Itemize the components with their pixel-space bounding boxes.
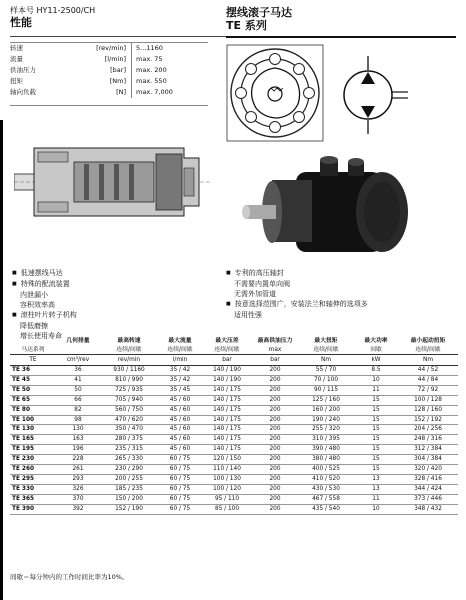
spec-row: 转速 [rev/min] 5...1160 [10, 43, 208, 54]
table-cell: 228 [72, 456, 84, 463]
model-cell: TE 65 [12, 396, 30, 403]
product-title: 摆线滚子马达 [226, 6, 292, 19]
table-cell: 235 / 315 [115, 446, 143, 453]
table-cell: 200 [269, 475, 281, 482]
table-cell: 200 [269, 396, 281, 403]
table-cell: 152 / 192 [414, 416, 442, 423]
model-cell: TE 195 [12, 446, 35, 453]
spec-table [10, 43, 208, 98]
feature-sub: 不需要内置单向阀 [234, 280, 290, 288]
motor-photo [236, 150, 412, 260]
table-cell: 380 / 480 [312, 456, 340, 463]
table-cell: 430 / 530 [312, 485, 340, 492]
table-cell: 140 / 190 [213, 376, 241, 383]
table-cell: 45 / 60 [169, 426, 191, 433]
header-left [10, 6, 95, 29]
table-cell: 560 / 750 [115, 406, 143, 413]
footnote: 间歇＝每分钟内的工作时间比率为10%。 [10, 573, 129, 581]
table-row [10, 504, 458, 514]
table-cell: 160 / 200 [312, 406, 340, 413]
table-cell: 35 / 42 [169, 367, 191, 373]
table-cell: 261 [72, 466, 84, 473]
table-row [10, 465, 458, 475]
table-cell: 10 [372, 376, 380, 383]
table-cell: 312 / 384 [414, 446, 442, 453]
table-row [10, 484, 458, 494]
table-cell: 60 / 75 [169, 505, 191, 512]
table-cell: 163 [72, 436, 84, 443]
table-cell: 725 / 935 [115, 386, 143, 393]
table-cell: 140 / 175 [213, 426, 241, 433]
table-cell: 230 / 290 [115, 466, 143, 473]
table-cell: 140 / 175 [213, 396, 241, 403]
table-units-row: TE cm³/rev rev/min l/min bar bar Nm kW Nm [10, 355, 458, 366]
table-row [10, 435, 458, 445]
table-cell: 930 / 1160 [113, 367, 145, 373]
performance-table [10, 337, 458, 515]
table-cell: 82 [74, 406, 82, 413]
table-cell: 255 / 320 [312, 426, 340, 433]
table-cell: 410 / 520 [312, 475, 340, 482]
model-cell: TE 100 [12, 416, 35, 423]
table-cell: 200 [269, 386, 281, 393]
table-row [10, 455, 458, 465]
table-cell: 310 / 395 [312, 436, 340, 443]
table-cell: 190 / 240 [312, 416, 340, 423]
table-cell: 95 / 110 [214, 495, 240, 502]
table-cell: 100 / 130 [213, 475, 241, 482]
table-subheader-row: 马达系列 连续/间歇 连续/间歇 连续/间歇 max 连续/间歇 间歇 连续/间歇 [10, 345, 458, 355]
table-cell: 467 / 558 [312, 495, 340, 502]
table-cell: 200 [269, 456, 281, 463]
table-cell: 200 [269, 426, 281, 433]
table-cell: 326 [72, 485, 84, 492]
table-cell: 304 / 384 [414, 456, 442, 463]
table-cell: 470 / 620 [115, 416, 143, 423]
table-cell: 15 [372, 466, 380, 473]
model-cell: TE 165 [12, 436, 35, 443]
column-header: 最小起动扭矩 [410, 338, 446, 344]
table-cell: 85 / 100 [214, 505, 240, 512]
feature-bullet: ■ 滚柱叶片转子机构 [12, 310, 212, 321]
spec-row: 流量 [l/min] max. 75 [10, 54, 208, 65]
model-cell: TE 50 [12, 386, 30, 393]
table-cell: 320 / 420 [414, 466, 442, 473]
table-cell: 45 / 60 [169, 406, 191, 413]
table-cell: 200 / 255 [115, 475, 143, 482]
table-cell: 70 / 100 [313, 376, 339, 383]
rotor-diagram [226, 44, 324, 142]
table-cell: 60 / 75 [169, 466, 191, 473]
table-cell: 66 [74, 396, 82, 403]
table-cell: 344 / 424 [414, 485, 442, 492]
feature-bullet: ■ 低速摆线马达 [12, 268, 212, 279]
model-cell: TE 80 [12, 406, 30, 413]
table-row [10, 385, 458, 395]
table-cell: 705 / 940 [115, 396, 143, 403]
table-cell: 350 / 470 [115, 426, 143, 433]
model-cell: TE 260 [12, 466, 35, 473]
table-cell: 392 [72, 505, 84, 512]
table-cell: 185 / 235 [115, 485, 143, 492]
table-cell: 44 / 84 [417, 376, 439, 383]
feature-bullet: ■ 按意选择范围广，安装法兰和轴伸的选项多 [226, 299, 458, 310]
header-right [226, 6, 292, 32]
column-header: 最高供油压力 [257, 338, 293, 344]
table-cell: 140 / 175 [213, 416, 241, 423]
feature-sub: 内泄漏小 [20, 291, 48, 299]
model-cell: TE 45 [12, 376, 30, 383]
section-title: 性能 [10, 16, 32, 29]
table-cell: 125 / 160 [312, 396, 340, 403]
table-cell: 15 [372, 426, 380, 433]
table-cell: 15 [372, 416, 380, 423]
doc-number: 样本号 HY11-2500/CH [10, 6, 96, 15]
table-cell: 11 [372, 495, 380, 502]
table-cell: 810 / 990 [115, 376, 143, 383]
table-cell: 60 / 75 [169, 475, 191, 482]
table-cell: 200 [269, 505, 281, 512]
table-cell: 10 [372, 505, 380, 512]
table-cell: 110 / 140 [213, 466, 241, 473]
table-cell: 98 [74, 416, 82, 423]
table-cell: 45 / 60 [169, 436, 191, 443]
table-cell: 100 / 120 [213, 485, 241, 492]
column-header: 最大扭矩 [314, 338, 338, 344]
model-cell: TE 330 [12, 485, 35, 492]
table-cell: 140 / 190 [213, 367, 241, 373]
feature-bullet: ■ 特殊的配流装置 [12, 279, 212, 290]
table-cell: 152 / 190 [115, 505, 143, 512]
table-cell: 150 / 200 [115, 495, 143, 502]
table-cell: 200 [269, 485, 281, 492]
table-cell: 373 / 446 [414, 495, 442, 502]
series-title: TE 系列 [226, 19, 267, 32]
table-row [10, 375, 458, 385]
table-header-row [10, 337, 458, 345]
table-cell: 120 / 150 [213, 456, 241, 463]
table-cell: 204 / 256 [414, 426, 442, 433]
table-row [10, 494, 458, 504]
column-header: 最大压差 [215, 338, 239, 344]
table-cell: 50 [74, 386, 82, 393]
table-cell: 35 / 42 [169, 376, 191, 383]
hydraulic-motor-symbol-icon [342, 56, 412, 134]
table-cell: 400 / 525 [312, 466, 340, 473]
column-header: 最大流量 [168, 338, 192, 344]
table-cell: 100 / 128 [414, 396, 442, 403]
table-row [10, 395, 458, 405]
feature-sub: 增长使用寿命 [20, 332, 62, 340]
table-cell: 130 [72, 426, 84, 433]
table-cell: 293 [72, 475, 84, 482]
table-cell: 390 / 480 [312, 446, 340, 453]
feature-sub: 降低磨擦 [20, 322, 48, 330]
model-cell: TE 230 [12, 456, 35, 463]
model-cell: TE 130 [12, 426, 35, 433]
table-cell: 200 [269, 367, 281, 373]
model-cell: TE 365 [12, 495, 35, 502]
table-cell: 72 / 92 [417, 386, 439, 393]
feature-bullet: ■ 专利的高压轴封 [226, 268, 458, 279]
table-cell: 280 / 375 [115, 436, 143, 443]
table-cell: 60 / 75 [169, 495, 191, 502]
model-cell: TE 390 [12, 505, 35, 512]
table-cell: 45 / 60 [169, 396, 191, 403]
table-cell: 8.5 [371, 367, 381, 373]
table-row [10, 425, 458, 435]
spec-row: 供油压力 [bar] max. 200 [10, 65, 208, 76]
table-cell: 44 / 52 [417, 367, 439, 373]
table-cell: 370 [72, 495, 84, 502]
page-edge-bar [0, 120, 3, 600]
column-header: 几何排量 [66, 338, 90, 344]
header-rule-bold [226, 36, 456, 38]
table-cell: 140 / 175 [213, 386, 241, 393]
table-cell: 328 / 416 [414, 475, 442, 482]
table-row [10, 474, 458, 484]
table-cell: 200 [269, 416, 281, 423]
table-cell: 11 [372, 386, 380, 393]
table-cell: 140 / 175 [213, 406, 241, 413]
table-cell: 200 [269, 446, 281, 453]
column-header: 最大功率 [364, 338, 388, 344]
spec-row: 轴向负载 [N] max. 7,000 [10, 87, 208, 98]
table-cell: 90 / 115 [313, 386, 339, 393]
table-cell: 265 / 330 [115, 456, 143, 463]
table-cell: 35 / 45 [169, 386, 191, 393]
table-cell: 15 [372, 436, 380, 443]
feature-sub: 容积效率高 [20, 301, 55, 309]
table-cell: 200 [269, 495, 281, 502]
table-cell: 196 [72, 446, 84, 453]
cross-section-drawing [14, 140, 210, 225]
table-row [10, 405, 458, 415]
model-cell: TE 36 [12, 367, 30, 373]
table-cell: 15 [372, 406, 380, 413]
table-cell: 248 / 316 [414, 436, 442, 443]
table-cell: 45 / 60 [169, 416, 191, 423]
table-cell: 45 / 60 [169, 446, 191, 453]
table-cell: 200 [269, 406, 281, 413]
table-row [10, 415, 458, 425]
spec-row: 扭矩 [Nm] max. 550 [10, 76, 208, 87]
table-cell: 128 / 160 [414, 406, 442, 413]
features-left [12, 268, 212, 341]
table-row [10, 366, 458, 376]
table-cell: 15 [372, 456, 380, 463]
table-cell: 15 [372, 446, 380, 453]
column-header: 最高转速 [117, 338, 141, 344]
table-cell: 435 / 540 [312, 505, 340, 512]
table-cell: 36 [74, 367, 82, 373]
table-cell: 60 / 75 [169, 456, 191, 463]
table-cell: 13 [372, 475, 380, 482]
features-right [226, 268, 458, 320]
table-cell: 200 [269, 376, 281, 383]
table-cell: 348 / 432 [414, 505, 442, 512]
table-cell: 15 [372, 396, 380, 403]
table-row [10, 445, 458, 455]
table-cell: 200 [269, 466, 281, 473]
feature-sub: 无需外加管道 [234, 290, 276, 298]
feature-sub: 适用性强 [234, 311, 262, 319]
table-cell: 140 / 175 [213, 446, 241, 453]
table-cell: 200 [269, 436, 281, 443]
table-cell: 55 / 70 [315, 367, 337, 373]
model-cell: TE 295 [12, 475, 35, 482]
table-cell: 41 [74, 376, 82, 383]
table-cell: 140 / 175 [213, 436, 241, 443]
table-cell: 13 [372, 485, 380, 492]
table-cell: 60 / 75 [169, 485, 191, 492]
